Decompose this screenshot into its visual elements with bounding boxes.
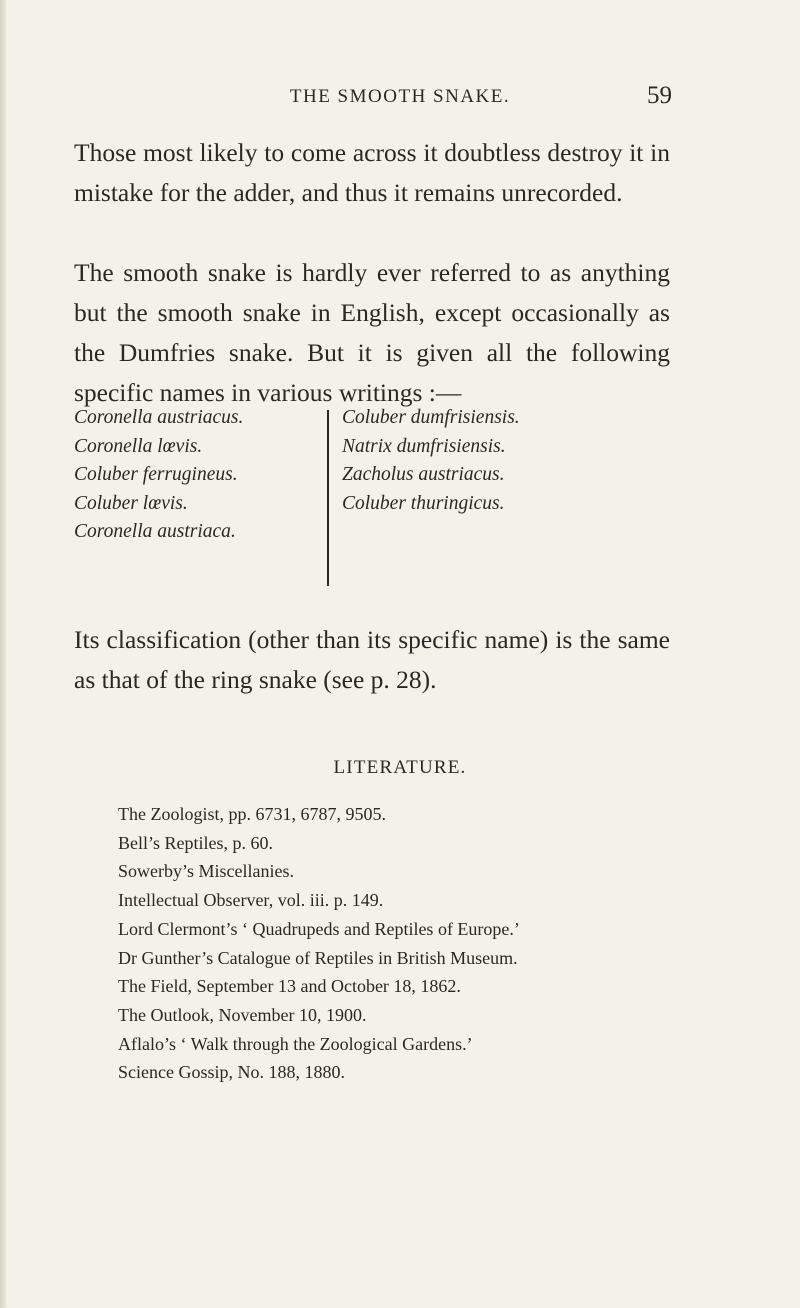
species-name: Natrix dumfrisiensis.: [342, 435, 506, 457]
species-name: Coronella lœvis.: [74, 435, 203, 457]
species-name: Coronella austriaca.: [74, 521, 236, 542]
page-header: [0, 82, 800, 116]
paragraph-1: Those most likely to come across it doubtless destroy it in mistake for the adder, and thus it remains unrecorded.: [74, 138, 670, 207]
paragraph-2: The smooth snake is hardly ever referred to as anything but the smooth snake in English, except occasionally as the Dumfries snake. But it is given all the following specific names in various writings :—: [74, 258, 670, 407]
names-column-right: [342, 404, 520, 518]
literature-item: Science Gossip, No. 188, 1880.: [118, 1062, 345, 1083]
specific-names-table: [74, 404, 670, 590]
column-divider: [327, 410, 329, 586]
species-name: Zacholus austriacus.: [342, 464, 505, 485]
literature-heading: LITERATURE.: [333, 757, 467, 778]
paragraph-3: Its classification (other than its specific name) is the same as that of the ring snake (see p. 28).: [74, 625, 670, 694]
species-name: Coluber lœvis.: [74, 492, 188, 514]
literature-item: Lord Clermont’s ‘ Quadrupeds and Reptiles of Europe.’: [118, 918, 520, 939]
species-name: Coronella austriacus.: [74, 407, 244, 428]
literature-item: The Outlook, November 10, 1900.: [118, 1004, 367, 1025]
literature-item: Intellectual Observer, vol. iii. p. 149.: [118, 890, 384, 911]
literature-item: Sowerby’s Miscellanies.: [118, 861, 294, 882]
names-column-left: [74, 404, 243, 547]
literature-item: The Field, September 13 and October 18, 1862.: [118, 976, 461, 997]
species-name: Coluber ferrugineus.: [74, 464, 238, 485]
species-name: Coluber dumfrisiensis.: [342, 407, 520, 428]
literature-list: [118, 800, 718, 1087]
literature-item: Bell’s Reptiles, p. 60.: [118, 832, 273, 853]
literature-item: Dr Gunther’s Catalogue of Reptiles in British Museum.: [118, 947, 518, 968]
page-number: 59: [647, 82, 672, 109]
species-name: Coluber thuringicus.: [342, 492, 505, 514]
page-edge: [0, 0, 6, 1308]
literature-item: The Zoologist, pp. 6731, 6787, 9505.: [118, 804, 386, 824]
running-title: THE SMOOTH SNAKE.: [289, 86, 511, 107]
literature-item: Aflalo’s ‘ Walk through the Zoological Gardens.’: [118, 1033, 473, 1054]
